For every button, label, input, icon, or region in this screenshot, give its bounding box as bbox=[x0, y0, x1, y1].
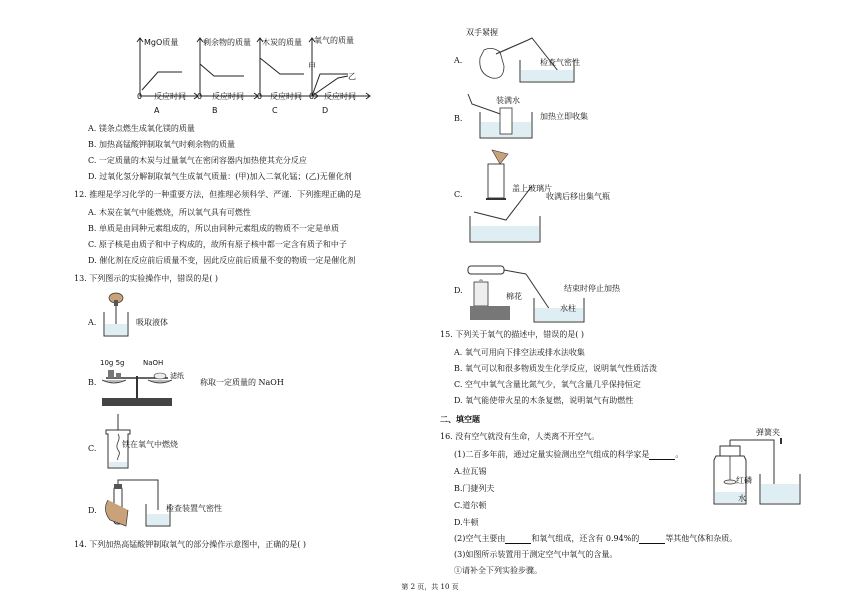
graph-d-curve-jia: 甲 bbox=[308, 62, 316, 71]
graph-a-xlabel: 反应时间 bbox=[154, 92, 186, 101]
q16-part2-b: 和氧气组成，还含有 0.94%的 bbox=[531, 534, 640, 543]
graph-b-origin: 0 bbox=[197, 92, 203, 101]
q16-apparatus-figure bbox=[700, 428, 810, 508]
graph-d-ylabel: 氧气的质量 bbox=[314, 36, 354, 45]
q11-option-c: C. 一定质量的木炭与过量氧气在密闭容器内加热使其充分反应 bbox=[88, 156, 307, 165]
graph-c-tag: C bbox=[272, 106, 278, 115]
graph-d-origin: 0 bbox=[309, 92, 315, 101]
q16-part1 bbox=[454, 450, 683, 460]
q14-c-label: 盖上玻璃片 bbox=[512, 184, 552, 193]
q14-stem: 14. 下列加热高锰酸钾制取氧气的部分操作示意图中，正确的是( ) bbox=[74, 540, 307, 549]
q14-d-label-water: 水柱 bbox=[560, 304, 576, 313]
q16-part3: (3)如图所示装置用于测定空气中氧气的含量。 bbox=[454, 550, 618, 559]
q14-a-letter: A. bbox=[454, 56, 463, 65]
q14-c-letter: C. bbox=[454, 190, 463, 199]
q13-d-letter: D. bbox=[88, 506, 97, 515]
q14-d-caption: 结束时停止加热 bbox=[564, 284, 620, 293]
q12-option-d: D. 催化剂在反应前后质量不变，因此反应前后质量不变的物质一定是催化剂 bbox=[88, 256, 356, 265]
answer-blank[interactable] bbox=[639, 535, 665, 544]
q16-part2 bbox=[454, 534, 737, 544]
q13-b-reagent: NaOH bbox=[143, 359, 164, 367]
q15-option-d: D. 氧气能使带火星的木条复燃，说明氧气有助燃性 bbox=[454, 396, 634, 405]
q16-label-clamp: 弹簧夹 bbox=[756, 428, 780, 437]
graph-c-ylabel: 木炭的质量 bbox=[262, 38, 302, 47]
section-heading: 二、填空题 bbox=[440, 414, 480, 424]
q11-option-b: B. 加热高锰酸钾制取氧气时剩余物的质量 bbox=[88, 140, 235, 149]
q12-stem: 12. 推理是学习化学的一种重要方法，但推理必须科学、严谨．下列推理正确的是 bbox=[74, 190, 362, 199]
q14-c-figure bbox=[470, 150, 550, 244]
q12-option-b: B. 单质是由同种元素组成的，所以由同种元素组成的物质不一定是单质 bbox=[88, 224, 339, 233]
graph-d-xlabel: 反应时间 bbox=[324, 92, 356, 101]
q16-part2-a: (2)空气主要由 bbox=[454, 534, 506, 543]
q14-c-caption: 收满后移出集气瓶 bbox=[546, 192, 610, 201]
q16-choice-b: B.门捷列夫 bbox=[454, 484, 495, 493]
q14-b-caption: 加热立即收集 bbox=[540, 112, 588, 121]
q14-a-figure bbox=[470, 30, 580, 84]
q15-stem: 15. 下列关于氧气的描述中，错误的是( ) bbox=[440, 330, 585, 339]
q16-part2-c: 等其他气体和杂质。 bbox=[665, 534, 738, 543]
q13-b-weights: 10g 5g bbox=[100, 359, 125, 367]
page-footer: 第 2 页，共 10 页 bbox=[401, 583, 459, 591]
graph-a-origin: 0 bbox=[137, 92, 143, 101]
q11-option-a: A. 镁条点燃生成氧化镁的质量 bbox=[88, 124, 195, 133]
q13-stem: 13. 下列图示的实验操作中，错误的是( ) bbox=[74, 274, 219, 283]
q16-choice-c: C.道尔顿 bbox=[454, 501, 487, 510]
q13-a-caption: 吸取液体 bbox=[136, 318, 168, 327]
q16-part1-text: (1)二百多年前，通过定量实验测出空气组成的科学家是 bbox=[454, 450, 650, 459]
graph-b-xlabel: 反应时间 bbox=[212, 92, 244, 101]
q16-label-phosphorus: 红磷 bbox=[736, 476, 752, 485]
q14-b-letter: B. bbox=[454, 114, 463, 123]
q16-choice-d: D.牛顿 bbox=[454, 518, 479, 527]
q14-d-letter: D. bbox=[454, 286, 463, 295]
q13-b-paper: 滤纸 bbox=[170, 372, 184, 380]
q14-a-label: 双手紧握 bbox=[466, 28, 498, 37]
q13-c-caption: 铁在氧气中燃烧 bbox=[122, 440, 178, 449]
graph-a-tag: A bbox=[154, 106, 160, 115]
graph-c-xlabel: 反应时间 bbox=[270, 92, 302, 101]
graph-b-ylabel: 剩余物的质量 bbox=[203, 38, 251, 47]
answer-blank[interactable] bbox=[649, 451, 675, 460]
q16-label-water: 水 bbox=[738, 494, 746, 503]
q16-choice-a: A.拉瓦锡 bbox=[454, 467, 487, 476]
q14-b-label: 装满水 bbox=[496, 96, 520, 105]
q13-a-pipette-figure bbox=[96, 292, 136, 338]
q15-option-b: B. 氧气可以和很多物质发生化学反应，说明氧气性质活泼 bbox=[454, 364, 657, 373]
q16-part3-step1: ①请补全下列实验步骤。 bbox=[454, 566, 542, 575]
graph-b-tag: B bbox=[212, 106, 218, 115]
answer-blank[interactable] bbox=[505, 535, 531, 544]
graph-a-ylabel: MgO质量 bbox=[144, 38, 179, 47]
q15-option-c: C. 空气中氧气含量比氮气少，氧气含量几乎保持恒定 bbox=[454, 380, 641, 389]
graph-c-origin: 0 bbox=[257, 92, 263, 101]
q11-option-d: D. 过氧化氢分解制取氧气生成氧气质量：(甲)加入二氧化锰；(乙)无催化剂 bbox=[88, 172, 352, 181]
q12-option-c: C. 原子核是由质子和中子构成的，故所有原子核中都一定含有质子和中子 bbox=[88, 240, 347, 249]
q13-a-letter: A. bbox=[88, 318, 97, 327]
q13-b-letter: B. bbox=[88, 378, 97, 387]
q13-b-caption: 称取一定质量的 NaOH bbox=[200, 378, 284, 387]
q14-d-label-cotton: 棉花 bbox=[506, 292, 522, 301]
q13-d-caption: 检查装置气密性 bbox=[166, 504, 222, 513]
q12-option-a: A. 木炭在氧气中能燃烧，所以氧气具有可燃性 bbox=[88, 208, 251, 217]
q13-d-airtight-figure bbox=[98, 480, 172, 532]
q13-c-letter: C. bbox=[88, 444, 97, 453]
graph-d-tag: D bbox=[322, 106, 329, 115]
q14-a-caption: 检查气密性 bbox=[540, 58, 580, 67]
q15-option-a: A. 氧气可用向下排空法或排水法收集 bbox=[454, 348, 585, 357]
q16-stem: 16. 没有空气就没有生命，人类离不开空气。 bbox=[440, 432, 600, 441]
q16-part1-end: 。 bbox=[675, 450, 684, 459]
graph-d-curve-yi: 乙 bbox=[348, 72, 356, 81]
